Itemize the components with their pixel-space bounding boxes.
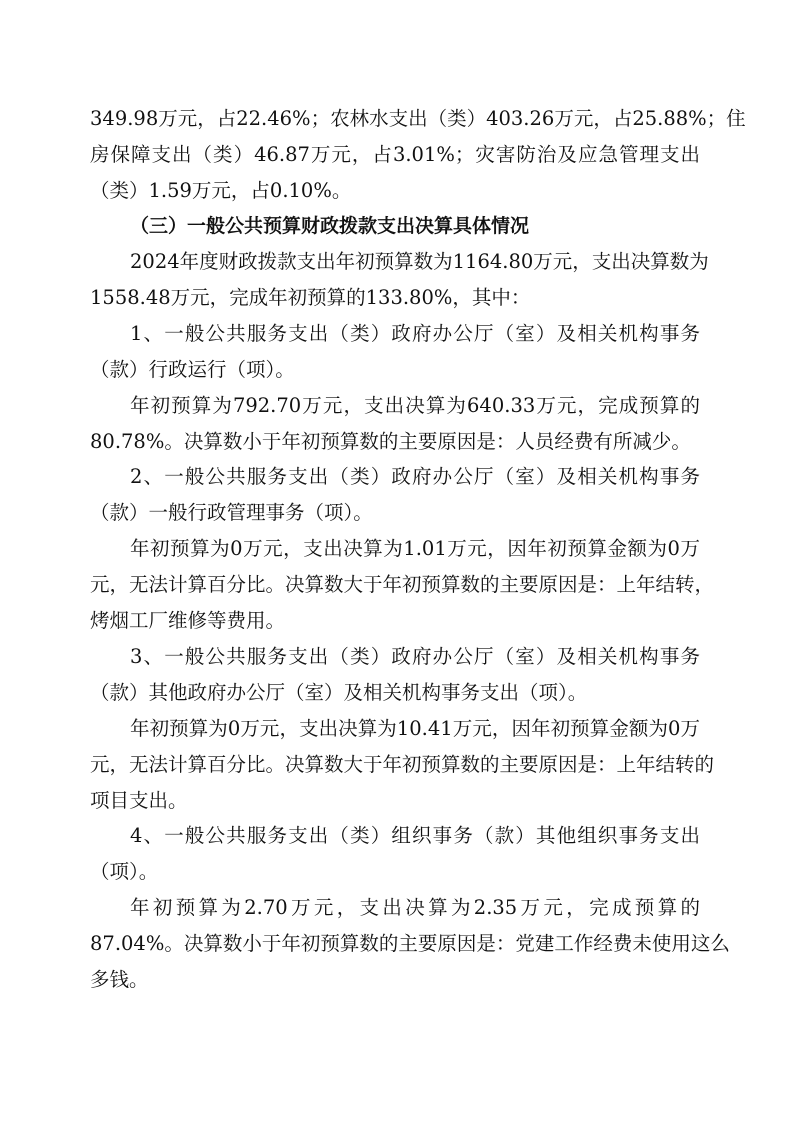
- paragraph-line: （项）。: [90, 860, 159, 883]
- paragraph-line: 349.98万元，占22.46%；农林水支出（类）403.26万元，占25.88%；住: [90, 107, 746, 130]
- paragraph-line: 年初预算为0万元，支出决算为1.01万元，因年初预算金额为0万: [130, 537, 700, 560]
- paragraph-line: 2、一般公共服务支出（类）政府办公厅（室）及相关机构事务: [130, 465, 700, 488]
- paragraph-line: 烤烟工厂维修等费用。: [90, 609, 286, 632]
- paragraph-line: 80.78%。决算数小于年初预算数的主要原因是：人员经费有所减少。: [90, 430, 691, 453]
- paragraph-line: （类）1.59万元，占0.10%。: [90, 179, 352, 202]
- section-heading: （三）一般公共预算财政拨款支出决算具体情况: [130, 215, 530, 237]
- paragraph-line: 4、一般公共服务支出（类）组织事务（款）其他组织事务支出: [130, 824, 700, 847]
- paragraph-line: 1、一般公共服务支出（类）政府办公厅（室）及相关机构事务: [130, 322, 700, 345]
- paragraph-line: （款）一般行政管理事务（项）。: [90, 501, 373, 524]
- paragraph-line: 元，无法计算百分比。决算数大于年初预算数的主要原因是：上年结转的: [90, 753, 715, 776]
- paragraph-line: 年初预算为792.70万元，支出决算为640.33万元，完成预算的: [130, 394, 700, 417]
- paragraph-line: 年初预算为2.70万元，支出决算为2.35万元，完成预算的: [130, 896, 700, 919]
- paragraph-line: 元，无法计算百分比。决算数大于年初预算数的主要原因是：上年结转，: [90, 573, 715, 596]
- paragraph-line: （款）行政运行（项）。: [90, 358, 295, 381]
- paragraph-line: （款）其他政府办公厅（室）及相关机构事务支出（项）。: [90, 681, 588, 704]
- paragraph-line: 多钱。: [90, 968, 149, 991]
- paragraph-line: 年初预算为0万元，支出决算为10.41万元，因年初预算金额为0万: [130, 717, 700, 740]
- paragraph-line: 87.04%。决算数小于年初预算数的主要原因是：党建工作经费未使用这么: [90, 932, 730, 955]
- paragraph-line: 2024年度财政拨款支出年初预算数为1164.80万元，支出决算数为: [130, 250, 709, 273]
- paragraph-line: 1558.48万元，完成年初预算的133.80%，其中：: [90, 286, 531, 309]
- paragraph-line: 3、一般公共服务支出（类）政府办公厅（室）及相关机构事务: [130, 645, 700, 668]
- paragraph-line: 项目支出。: [90, 789, 188, 812]
- paragraph-line: 房保障支出（类）46.87万元，占3.01%；灾害防治及应急管理支出: [90, 143, 700, 166]
